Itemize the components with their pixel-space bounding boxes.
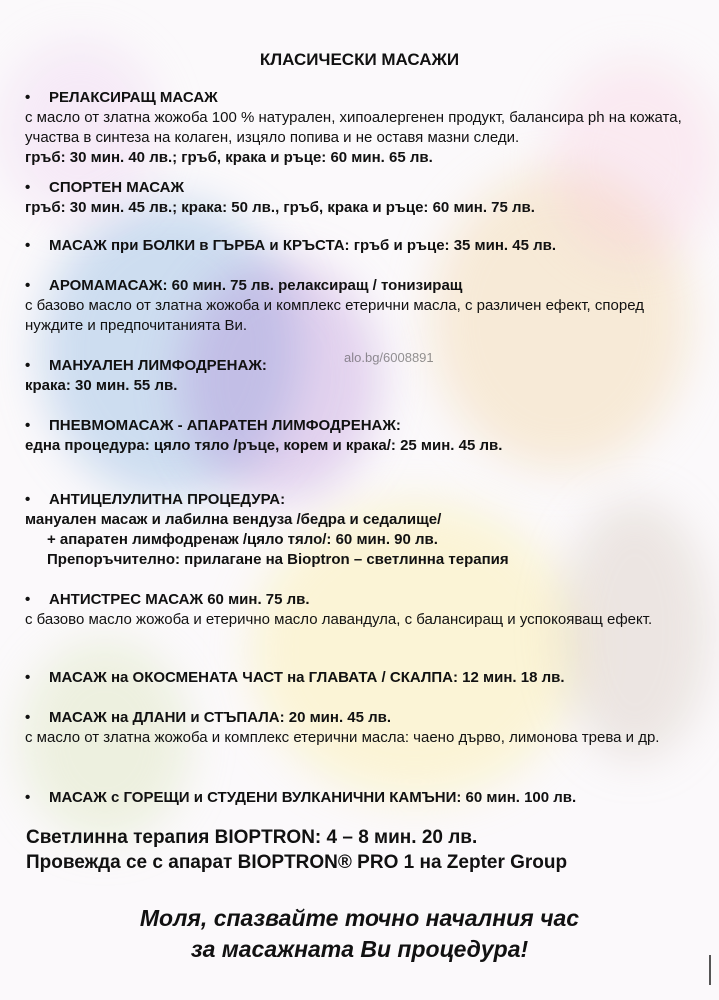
service-antistress-massage bbox=[25, 590, 705, 630]
service-title: МАСАЖ при БОЛКИ в ГЪРБА и КРЪСТА: гръб и ръце: 35 мин. 45 лв. bbox=[49, 237, 557, 254]
bullet: • bbox=[25, 357, 31, 374]
footer-line-2: за масажната Ви процедура! bbox=[190, 936, 529, 962]
footer-line-1: Моля, спазвайте точно началния час bbox=[139, 905, 580, 931]
service-description: с базово масло жожоба и етерично масло лавандула, с балансиращ и успокояващ ефект. bbox=[25, 611, 653, 628]
service-hot-stones-massage bbox=[25, 788, 705, 808]
service-prices: гръб: 30 мин. 45 лв.; крака: 50 лв., гръб, крака и ръце: 60 мин. 75 лв. bbox=[25, 199, 535, 216]
bullet: • bbox=[25, 277, 31, 294]
service-sport-massage bbox=[25, 178, 705, 218]
service-prices: една процедура: цяло тяло /ръце, корем и крака/: 25 мин. 45 лв. bbox=[25, 437, 503, 454]
service-prices: гръб: 30 мин. 40 лв.; гръб, крака и ръце: 60 мин. 65 лв. bbox=[25, 149, 433, 166]
bullet: • bbox=[25, 491, 31, 508]
service-description: с масло от златна жожоба и комплекс етерични масла: чаено дърво, лимонова трева и др. bbox=[25, 729, 660, 746]
bullet: • bbox=[25, 417, 31, 434]
service-recommendation: Препоръчително: прилагане на Bioptron – светлинна терапия bbox=[47, 551, 509, 568]
watermark: alo.bg/6008891 bbox=[344, 350, 434, 365]
service-back-pain-massage bbox=[25, 236, 705, 256]
bullet: • bbox=[25, 591, 31, 608]
service-pneumo-massage bbox=[25, 416, 705, 456]
service-title: МАСАЖ на ДЛАНИ и СТЪПАЛА: 20 мин. 45 лв. bbox=[49, 709, 392, 726]
page-title: КЛАСИЧЕСКИ МАСАЖИ bbox=[259, 50, 460, 69]
bullet: • bbox=[25, 709, 31, 726]
service-addon: + апаратен лимфодренаж /цяло тяло/: 60 мин. 90 лв. bbox=[47, 531, 438, 548]
service-title: МАНУАЛЕН ЛИМФОДРЕНАЖ: bbox=[49, 357, 267, 374]
bullet: • bbox=[25, 669, 31, 686]
service-title: РЕЛАКСИРАЩ МАСАЖ bbox=[49, 89, 218, 106]
service-title: МАСАЖ с ГОРЕЩИ и СТУДЕНИ ВУЛКАНИЧНИ КАМЪНИ: 60 мин. 100 лв. bbox=[49, 789, 577, 806]
service-hands-feet-massage bbox=[25, 708, 705, 748]
service-prices: крака: 30 мин. 55 лв. bbox=[25, 377, 178, 394]
service-aroma-massage bbox=[25, 276, 705, 336]
service-title: АРОМАМАСАЖ: 60 мин. 75 лв. релаксиращ / тонизиращ bbox=[49, 277, 463, 294]
service-title: СПОРТЕН МАСАЖ bbox=[49, 179, 185, 196]
service-anticellulite bbox=[25, 490, 705, 570]
service-description: с базово масло от златна жожоба и комплекс етерични масла, с различен ефект, според нуждите и предпочитанията Ви. bbox=[25, 297, 644, 334]
service-title: АНТИЦЕЛУЛИТНА ПРОЦЕДУРА: bbox=[49, 491, 286, 508]
bullet: • bbox=[25, 89, 31, 106]
bullet: • bbox=[25, 179, 31, 196]
service-relaxing-massage bbox=[25, 88, 705, 168]
service-title: МАСАЖ на ОКОСМЕНАТА ЧАСТ на ГЛАВАТА / СКАЛПА: 12 мин. 18 лв. bbox=[49, 669, 565, 686]
service-title: АНТИСТРЕС МАСАЖ 60 мин. 75 лв. bbox=[49, 591, 310, 608]
service-description: с масло от златна жожоба 100 % натурален, хипоалергенен продукт, балансира ph на кожата, участва в синтеза на колаген, изцяло попива и не оставя мазни следи. bbox=[25, 109, 682, 146]
page-edge-mark bbox=[709, 955, 711, 985]
bioptron-price: Светлинна терапия BIOPTRON: 4 – 8 мин. 20 лв. bbox=[26, 827, 478, 848]
bullet: • bbox=[25, 237, 31, 254]
service-prices: мануален масаж и лабилна вендуза /бедра и седалище/ bbox=[25, 511, 442, 528]
service-title: ПНЕВМОМАСАЖ - АПАРАТЕН ЛИМФОДРЕНАЖ: bbox=[49, 417, 401, 434]
footer-notice bbox=[0, 903, 719, 965]
service-scalp-massage bbox=[25, 668, 705, 688]
bioptron-device-note: Провежда се с апарат BIOPTRON® PRO 1 на Zepter Group bbox=[26, 852, 568, 873]
bullet: • bbox=[25, 789, 31, 806]
